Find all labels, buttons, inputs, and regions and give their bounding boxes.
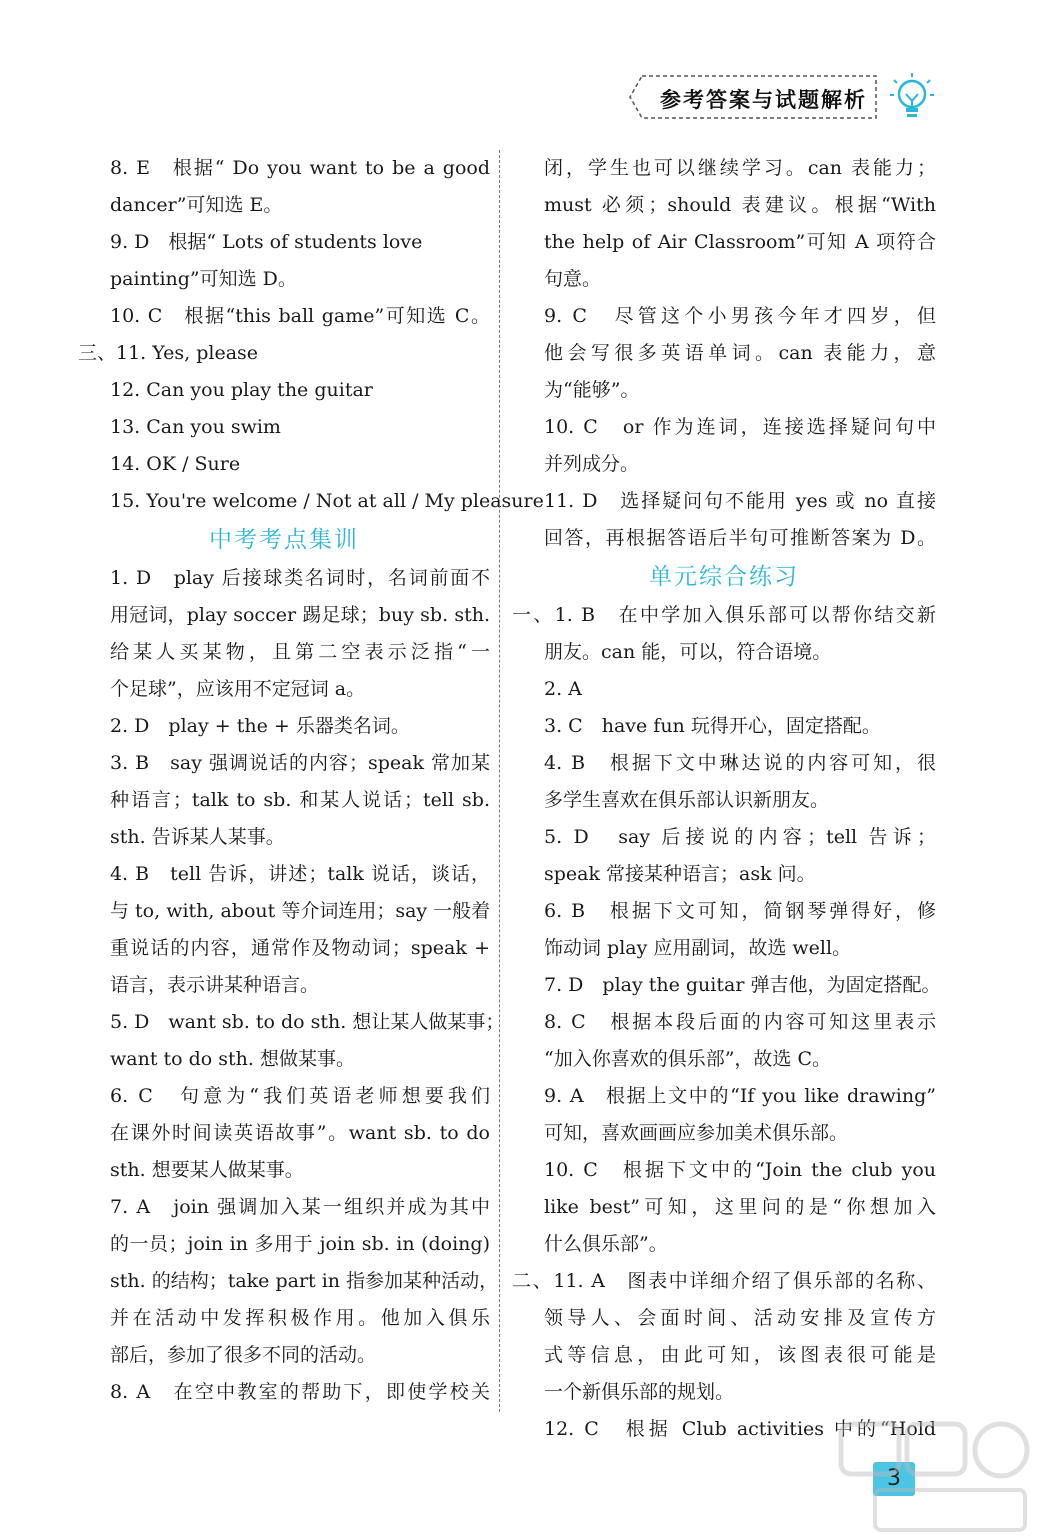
left-text-line: 6. C 句意为“我们英语老师想要我们 [110,1085,490,1107]
left-text-line: 5. D want sb. to do sth. 想让某人做某事； [110,1011,505,1033]
right-text-line: 饰动词 play 应用副词，故选 well。 [544,937,852,959]
left-text-line: 并在活动中发挥积极作用。他加入俱乐 [110,1307,490,1329]
right-column [512,150,941,1448]
right-text-line: 一、1. B 在中学加入俱乐部可以帮你结交新 [512,604,936,626]
right-text-line: speak 常接某种语言；ask 问。 [544,863,816,885]
right-text-line: 9. A 根据上文中的“If you like drawing” [544,1085,936,1107]
right-section-heading: 单元综合练习 [649,564,799,590]
left-text-line: sth. 想要某人做某事。 [110,1159,304,1181]
left-text-line: 给某人买某物，且第二空表示泛指“一 [110,641,490,663]
right-text-line: 并列成分。 [544,453,640,475]
left-text-line: 2. D play + the + 乐器类名词。 [110,715,410,737]
left-text-line: 13. Can you swim [110,416,281,438]
right-text-line: 一个新俱乐部的规划。 [544,1381,735,1403]
right-text-line: 4. B 根据下文中琳达说的内容可知，很 [544,752,936,774]
right-text-line: 5. D say 后接说的内容；tell 告诉； [544,826,936,848]
right-text-line: 9. C 尽管这个小男孩今年才四岁，但 [544,305,936,327]
left-text-line: 12. Can you play the guitar [110,379,373,401]
right-text-line: 什么俱乐部”。 [544,1233,668,1255]
right-text-line: 朋友。can 能，可以，符合语境。 [544,641,832,663]
right-text-line: 3. C have fun 玩得开心，固定搭配。 [544,715,881,737]
right-text-line: 6. B 根据下文可知，简钢琴弹得好，修 [544,900,936,922]
lightbulb-icon [888,70,936,126]
left-text-line: 7. A join 强调加入某一组织并成为其中 [110,1196,490,1218]
left-text-line: 部后，参加了很多不同的活动。 [110,1344,377,1366]
left-text-line: 重说话的内容，通常作及物动词；speak + [110,937,490,959]
left-text-line: sth. 告诉某人某事。 [110,826,285,848]
left-text-line: painting”可知选 D。 [110,268,297,290]
column-divider [499,150,500,1412]
left-text-line: 三、11. Yes, please [78,342,259,364]
left-text-line: 1. D play 后接球类名词时，名词前面不 [110,567,490,589]
right-text-line: 闭，学生也可以继续学习。can 表能力； [544,157,936,179]
left-text-line: dancer”可知选 E。 [110,194,283,216]
right-text-line: 二、11. A 图表中详细介绍了俱乐部的名称、 [512,1270,936,1292]
right-text-line: 多学生喜欢在俱乐部认识新朋友。 [544,789,830,811]
left-text-line: 8. E 根据“ Do you want to be a good [110,157,490,179]
left-text-line: sth. 的结构；take part in 指参加某种活动， [110,1270,499,1292]
left-text-line: 10. C 根据“this ball game”可知选 C。 [110,305,490,327]
header-title: 参考答案与试题解析 [660,88,867,112]
right-text-line: 12. C 根据 Club activities 中的“Hold [544,1418,936,1440]
left-text-line: 个足球”，应该用不定冠词 a。 [110,678,366,700]
right-text-line: 他会写很多英语单词。can 表能力，意 [544,342,936,364]
page-number: 3 [873,1462,915,1496]
right-text-line: “加入你喜欢的俱乐部”，故选 C。 [544,1048,832,1070]
left-text-line: 3. B say 强调说话的内容；speak 常加某 [110,752,490,774]
right-text-line: the help of Air Classroom”可知 A 项符合 [544,231,936,253]
right-text-line: 领导人、会面时间、活动安排及宣传方 [544,1307,936,1329]
right-text-line: 句意。 [544,268,602,290]
right-text-line: 8. C 根据本段后面的内容可知这里表示 [544,1011,936,1033]
left-section-heading: 中考考点集训 [209,527,359,553]
right-text-line: 7. D play the guitar 弹吉他，为固定搭配。 [544,974,941,996]
left-text-line: 8. A 在空中教室的帮助下，即使学校关 [110,1381,490,1403]
left-text-line: want to do sth. 想做某事。 [110,1048,355,1070]
right-text-line: 式等信息，由此可知，该图表很可能是 [544,1344,936,1366]
left-text-line: 用冠词，play soccer 踢足球；buy sb. sth. [110,604,490,626]
right-text-line: 10. C 根据下文中的“Join the club you [544,1159,936,1181]
right-text-line: 可知，喜欢画画应参加美术俱乐部。 [544,1122,849,1144]
left-column [78,150,544,1411]
left-text-line: 14. OK / Sure [110,453,241,475]
right-text-line: 11. D 选择疑问句不能用 yes 或 no 直接 [544,490,936,512]
right-text-line: 2. A [544,678,582,700]
right-text-line: 10. C or 作为连词，连接选择疑问句中 [544,416,936,438]
left-text-line: 语言，表示讲某种语言。 [110,974,320,996]
watermark-logo [835,1418,1035,1536]
left-text-line: 与 to, with, about 等介词连用；say 一般着 [110,900,491,922]
left-text-line: 的一员；join in 多用于 join sb. in (doing) [110,1233,490,1255]
right-text-line: like best”可知，这里问的是“你想加入 [544,1196,936,1218]
left-text-line: 9. D 根据“ Lots of students love [110,231,423,253]
right-text-line: must 必须；should 表建议。根据“With [544,194,936,216]
left-text-line: 种语言；talk to sb. 和某人说话；tell sb. [110,789,490,811]
left-text-line: 在课外时间读英语故事”。want sb. to do [110,1122,490,1144]
right-text-line: 回答，再根据答语后半句可推断答案为 D。 [544,527,936,549]
left-text-line: 15. You're welcome / Not at all / My pleasure [110,490,544,512]
left-text-line: 4. B tell 告诉，讲述；talk 说话，谈话， [110,863,490,885]
right-text-line: 为“能够”。 [544,379,640,401]
